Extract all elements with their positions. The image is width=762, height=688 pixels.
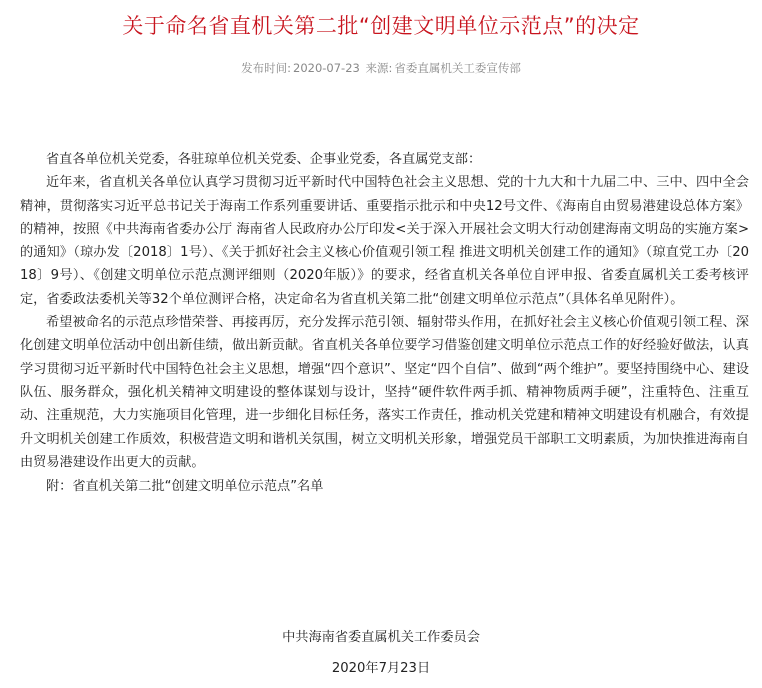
- article-body: [20, 148, 749, 498]
- paragraph: 近年来，省直机关各单位认真学习贯彻习近平新时代中国特色社会主义思想、党的十九大和十九届二中、三中、四中全会精神，贯彻落实习近平总书记关于海南工作系列重要讲话、重要指示批示和中央12号文件、《海南自由贸易港建设总体方案》的精神，按照《中共海南省委办公厅 海南省人民政府办公厅印发<关于深入开展社会文明大行动创建海南文明岛的实施方案>的通知》（琼办发〔2018〕1号）、《关于抓好社会主义核心价值观引领工程 推进文明机关创建工作的通知》（琼直党工办〔2018〕9号）、《创建文明单位示范点测评细则（2020年版）》的要求，经省直机关各单位自评申报、省委直属机关工委考核评定，省委政法委机关等32个单位测评合格，决定命名为省直机关第二批“创建文明单位示范点”（具体名单见附件）。: [20, 175, 749, 307]
- source-label: 来源:: [365, 61, 393, 75]
- greeting: 省直各单位机关党委，各驻琼单位机关党委、企事业党委，各直属党支部：: [46, 152, 482, 167]
- article-title: 关于命名省直机关第二批“创建文明单位示范点”的决定: [122, 14, 640, 38]
- publish-label: 发布时间:: [241, 61, 291, 75]
- signature-org: 中共海南省委直属机关工作委员会: [282, 630, 480, 645]
- article-meta: [0, 60, 762, 76]
- signature-date: 2020年7月23日: [331, 661, 431, 676]
- source-name: 省委直属机关工委宣传部: [394, 61, 521, 75]
- paragraph: 希望被命名的示范点珍惜荣誉、再接再厉，充分发挥示范引领、辐射带头作用，在抓好社会主义核心价值观引领工程、深化创建文明单位活动中创出新佳绩，做出新贡献。省直机关各单位要学习借鉴创建文明单位示范点工作的好经验好做法，认真学习贯彻习近平新时代中国特色社会主义思想，增强“四个意识”、坚定“四个自信”、做到“两个维护”。要坚持围绕中心、建设队伍、服务群众，强化机关精神文明建设的整体谋划与设计，坚持“硬件软件两手抓、精神物质两手硬”，注重特色、注重互动、注重规范，大力实施项目化管理，进一步细化目标任务，落实工作责任，推动机关党建和精神文明建设有机融合，有效提升文明机关创建工作质效，积极营造文明和谐机关氛围，树立文明机关形象，增强党员干部职工文明素质，为加快推进海南自由贸易港建设作出更大的贡献。: [20, 315, 749, 470]
- attachment-note: 附：省直机关第二批“创建文明单位示范点”名单: [46, 479, 324, 495]
- publish-date: 2020-07-23: [293, 61, 360, 75]
